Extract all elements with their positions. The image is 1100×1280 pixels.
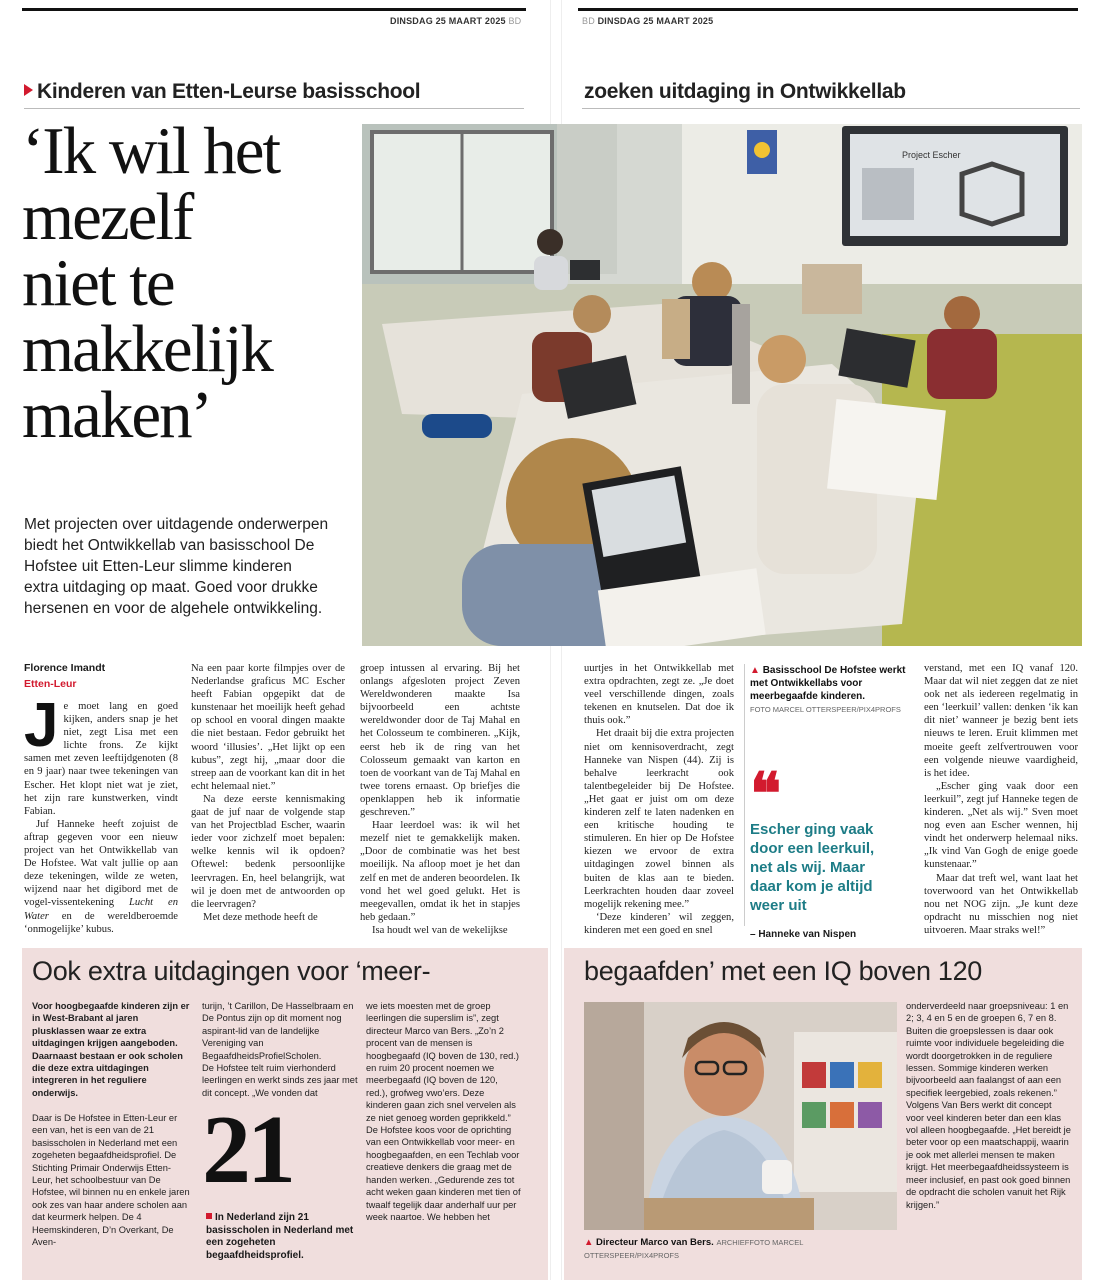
article-column-3: groep intussen al ervaring. Bij het onlangs afgesloten project Zeven Wereldwonderen maakte Isa bijvoorbeeld een achtste wereldwonder door de Taj Mahal en het Colosseum te combineren. „Kijk, eerst heb ik de ring van het Colosseum gemaakt van karton en toen de voorkant van de Taj Mahal en twee torens ernaast. Op briefjes die openklappen heb ik informatie geschreven.” Haar leerdoel was: ik wil het mezelf niet te gemakkelijk maken. „Door de combinatie was het best moeilijk. Na afloop moet je het dan zelf en met de anderen beoordelen. Ik vond het wel goed gelukt. Het is meegevallen, omdat ik het in stapjes heb gedaan.” Isa houdt wel van de wekelijkse xyxy=(360,663,520,936)
article-column-2: Na een paar korte filmpjes over de Nederlandse graficus MC Escher heeft Fabian opgepikt dat de kunstenaar het moeilijk heeft gehad op school en vooral dingen maakte die niet bestaan. Fedor gebruikt het woord ‘illusies’. „Het lijkt op een kubus”, zegt hij, „maar door die streep aan de voorkant kan dit in het echt helemaal niet.” Na deze eerste kennismaking gaat de juf naar de volgende stap van het Projectblad Escher, waarin ieder voor zichzelf moet bepalen: welke kennis wil ik opdoen? Oftewel: bedenk persoonlijke leervragen. En, heel belangrijk, wat wil je doen met de antwoorden op die leervragen? Met deze methode heeft de xyxy=(191,663,345,923)
director-photo xyxy=(584,1002,897,1230)
screen-title: Project Escher xyxy=(902,150,961,160)
dateline-left: DINSDAG 25 MAART 2025 BD xyxy=(390,16,522,26)
article-column-5: verstand, met een IQ vanaf 120. Maar dat wil niet zeggen dat ze niet ook net als iedereen regelmatig in een ‘leerkuil’ vallen: denken ‘ik kan dit niet’ wanneer je bezig bent iets nieuws te leren. Eruit klimmen met moeite geeft zelfvertrouwen voor een volgende nieuwe vaardigheid, is het idee. „Escher ging vaak door een leerkuil”, zegt juf Hanneke tegen de kinderen. „Net als wij.” Sven moet nog even aan Escher wennen, hij vindt het onderwerp helemaal niks. „Ik vind Van Gogh de enige goede kunstenaar.” Maar dat treft wel, want laat het toverwoord van het Ontwikkellab nou net NOG zijn. „Je kunt deze opdracht nu misschien nog niet uitvoeren. Maar straks wel!” xyxy=(924,663,1078,936)
classroom-illustration xyxy=(362,124,1082,646)
kicker-left: Kinderen van Etten-Leurse basisschool xyxy=(24,80,420,104)
quote-divider xyxy=(744,664,745,926)
top-rule-left xyxy=(22,8,526,11)
sidebar-column-1: Daar is De Hofstee in Etten-Leur er een van, het is een van de 21 basisscholen in Nederland met een zogeheten begaafdheidsprofiel. De Stichting Primair Onderwijs Etten-Leur, het schoolbestuur van De Hofstee, wil binnen nu en enkele jaren ook zes van haar andere scholen aan dat keurmerk helpen. De 4 Heemskinderen, D’n Overkant, De Aven- xyxy=(32,1113,190,1248)
kicker-rule-right xyxy=(582,108,1080,109)
dropcap: J xyxy=(24,691,59,760)
article-column-4: uurtjes in het Ontwikkellab met extra opdrachten, zegt ze. „Je doet veel verschillende dingen, zoals tekenen en knutselen. Dat doe ik thuis ook.” Het draait bij die extra projecten niet om kennisoverdracht, zegt Hanneke van Nispen (44). Zij is behalve leerkracht ook talentbegeleider bij De Hofstee. „Het gaat er juist om om deze kinderen zelf te laten nadenken en een kritische houding te stimuleren. En hier op De Hofstee kiezen we ervoor de extra uitdagingen zowel binnen als buiten de klas aan te bieden. Leerkrachten houden daar zoveel mogelijk rekening mee.” ‘Deze kinderen’ wil zeggen, kinderen met een goed en snel xyxy=(584,663,734,936)
sidebar-headline-right: begaafden’ met een IQ boven 120 xyxy=(584,956,983,986)
director-illustration xyxy=(584,1002,897,1230)
director-caption: ▲ Directeur Marco van Bers. ARCHIEFFOTO MARCEL OTTERSPEER/PIX4PROFS xyxy=(584,1237,804,1260)
kicker-right: zoeken uitdaging in Ontwikkellab xyxy=(584,80,906,103)
kicker-arrow-icon xyxy=(24,84,33,96)
sidebar-column-3: we iets moesten met de groep leerlingen die superslim is”, zegt directeur Marco van Bers. „Zo’n 2 procent van de mensen is hoogbegaafd (IQ boven de 130, red.) en ruim 20 procent noemen we meerbegaafd (IQ boven de 120, red.), grofweg vwo’ers. Deze kinderen gaan zich snel vervelen als ze niet genoeg worden geprikkeld.” De Hofstee koos voor de oprichting van een Ontwikkellab voor meer- en hoogbegaafden, en een Techlab voor creatieve denkers die graag met de handen werken. „Gedurende zes tot acht weken gaan kinderen met tien of twaalf tegelijk daar anderhalf uur per week naartoe. We hebben het xyxy=(366,1001,521,1222)
caption-square-icon xyxy=(206,1213,212,1219)
dateline-right: BD DINSDAG 25 MAART 2025 xyxy=(582,16,714,26)
sidebar-column-4: onderverdeeld naar groepsniveau: 1 en 2; 3, 4 en 5 en de groepen 6, 7 en 8. Buiten die groepslessen is daar ook ruimte voor individuele begeleiding die wordt doorgetrokken in de reguliere lessen. Sommige kinderen werken bijvoorbeeld aan faalangst of aan een specifiek leergebied, zoals rekenen.” Volgens Van Bers werkt dit concept voor veel kinderen beter dan een klas vol alleen hoogbegaafde. „Het bereidt je beter voor op een maatschappij, waarin je ook met allerlei mensen te maken krijgt. Het meerbegaafdheidssysteem is meer inclusief, en past ook goed binnen de opdracht die scholen vanuit het Rijk krijgen.” xyxy=(906,1001,1071,1210)
photo-credit: FOTO MARCEL OTTERSPEER/PIX4PROFS xyxy=(750,705,901,714)
caption-arrow-icon: ▲ xyxy=(584,1237,594,1248)
article-column-1: Je moet lang en goed kijken, anders snap je het niet, zegt Lisa met een lichte frons. Ze kijkt samen met zeven leeftijdgenoten (8 en 9 jaar) naar twee tekeningen van Escher. Het klopt niet wat je ziet, het zijn rare kunstwerken, vindt Fabian. Juf Hanneke heeft zojuist de aftrap gegeven voor een nieuw project van het Ontwikkellab van De Hofstee. Wat valt jullie op aan deze tekeningen, wilde ze weten, wijzend naar het digibord met de vogel-vissentekening Lucht en Water en de wereldberoemde ‘onmogelijke’ kubus. xyxy=(24,691,178,935)
caption-arrow-icon: ▲ xyxy=(750,665,760,676)
pull-quote xyxy=(750,760,900,940)
sidebar-intro: Voor hoogbegaafde kinderen zijn er in West-Brabant al jaren plusklassen waar ze extra uitdagingen krijgen aangeboden. Daarnaast bestaan er ook scholen die deze extra uitdagingen integreren in het reguliere onderwijs. xyxy=(32,1001,190,1098)
sidebar-column-2: turijn, ’t Carillon, De Hasselbraam en De Pontus zijn op dit moment nog aspirant-lid van de landelijke Vereniging van BegaafdheidsProfielScholen. De Hofstee telt ruim vierhonderd leerlingen en werkt sinds zes jaar met dit concept. „We vonden dat xyxy=(202,1001,358,1098)
top-rule-right xyxy=(578,8,1078,11)
quote-mark-icon: ❝ xyxy=(750,760,782,828)
byline-place: Etten-Leur xyxy=(24,678,77,690)
big-number: 21 xyxy=(202,1096,292,1204)
sidebar-headline-left: Ook extra uitdagingen voor ‘meer- xyxy=(32,956,431,986)
headline: ‘Ik wil het mezelf niet te makkelijk maken’ xyxy=(22,114,280,452)
pull-quote-text: Escher ging vaak door een leerkuil, net als wij. Maar daar kom je altijd weer uit xyxy=(750,821,875,914)
classroom-photo xyxy=(362,124,1082,646)
photo-caption: ▲ Basisschool De Hofstee werkt met Ontwikkellabs voor meerbegaafde kinderen. FOTO MARCEL OTTERSPEER/PIX4PROFS xyxy=(750,664,910,716)
lede: Met projecten over uitdagende onderwerpen biedt het Ontwikkellab van basisschool De Hofstee uit Etten-Leur slimme kinderen extra uitdaging op maat. Goed voor drukke hersenen en voor de algehele ontwikkeling. xyxy=(24,516,329,617)
big-number-caption: In Nederland zijn 21 basisscholen in Nederland met een zogeheten begaafdheidsprofiel. xyxy=(206,1212,354,1261)
kicker-rule-left xyxy=(24,108,524,109)
byline-author: Florence Imandt xyxy=(24,662,106,674)
pull-quote-author: – Hanneke van Nispen xyxy=(750,929,857,940)
